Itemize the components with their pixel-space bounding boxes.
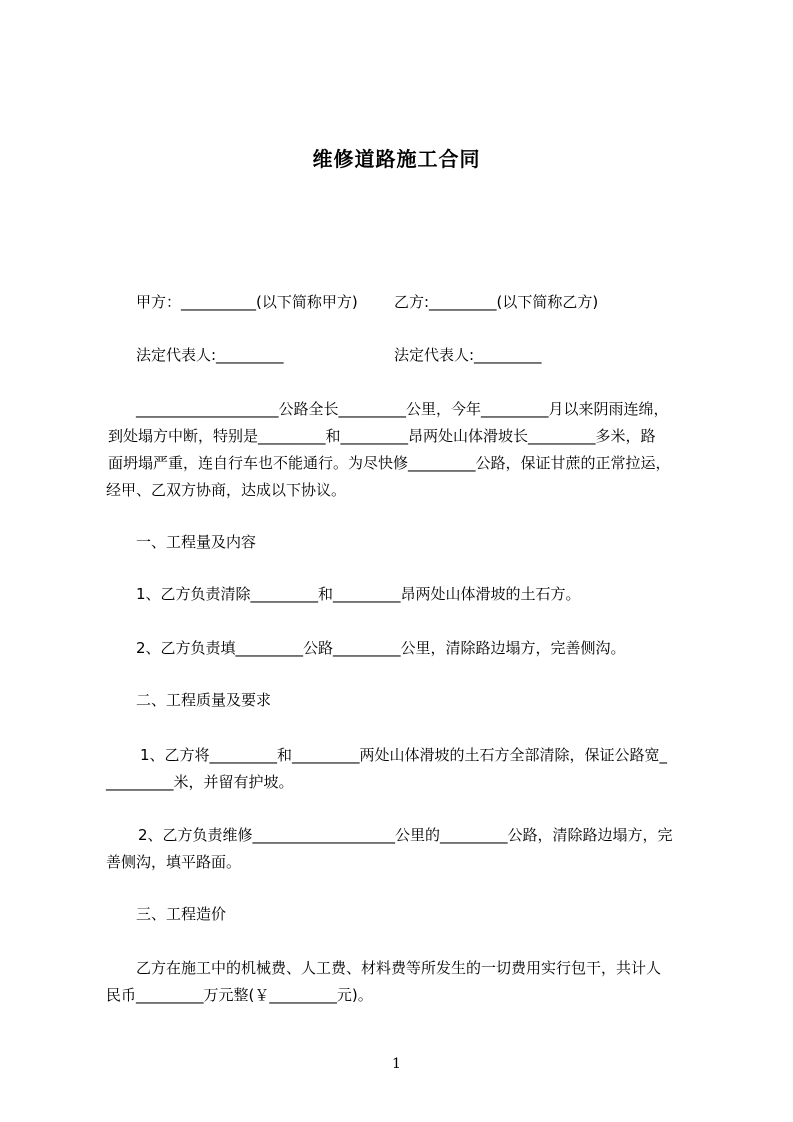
section-heading: 三、工程造价 xyxy=(136,905,227,923)
intro-line-1: ___________________公路全长_________公里，今年_________月以来阴雨连绵， xyxy=(136,400,669,418)
page-number: 1 xyxy=(392,1056,401,1072)
representative-a: 法定代表人:_________ xyxy=(136,346,284,364)
section2-item-1-line-1: 1、乙方将_________和_________两处山体滑坡的土石方全部清除，保证公路宽_ xyxy=(140,746,668,764)
section2-item-2-line-1: 2、乙方负责维修___________________公里的_________公路，清除路边塌方，完 xyxy=(138,826,673,844)
document-title: 维修道路施工合同 xyxy=(312,147,481,171)
representative-row xyxy=(136,345,736,365)
party-b: 乙方:_________(以下简称乙方) xyxy=(394,293,599,311)
intro-line-4: 经甲、乙双方协商，达成以下协议。 xyxy=(106,481,347,499)
section1-item-2: 2、乙方负责填_________公路_________公里，清除路边塌方，完善侧沟。 xyxy=(136,639,626,657)
section-heading: 一、工程量及内容 xyxy=(136,533,257,551)
party-row xyxy=(136,292,736,312)
section3-body-line-2: 民币_________万元整(￥_________元)。 xyxy=(106,986,373,1004)
intro-line-3: 面坍塌严重，连自行车也不能通行。为尽快修_________公路，保证甘蔗的正常拉运， xyxy=(108,454,671,472)
representative-b: 法定代表人:_________ xyxy=(394,346,542,364)
section1-item-1: 1、乙方负责清除_________和_________昂两处山体滑坡的土石方。 xyxy=(136,585,581,603)
party-a: 甲方：__________(以下简称甲方) xyxy=(136,293,358,311)
section-heading: 二、工程质量及要求 xyxy=(136,691,272,709)
section3-body-line-1: 乙方在施工中的机械费、人工费、材料费等所发生的一切费用实行包干，共计人 xyxy=(136,959,662,977)
section2-item-2-line-2: 善侧沟，填平路面。 xyxy=(106,853,242,871)
section2-item-1-line-2: _________米，并留有护坡。 xyxy=(106,773,294,791)
intro-line-2: 到处塌方中断，特别是_________和_________昂两处山体滑坡长_________多米，路 xyxy=(108,427,656,445)
